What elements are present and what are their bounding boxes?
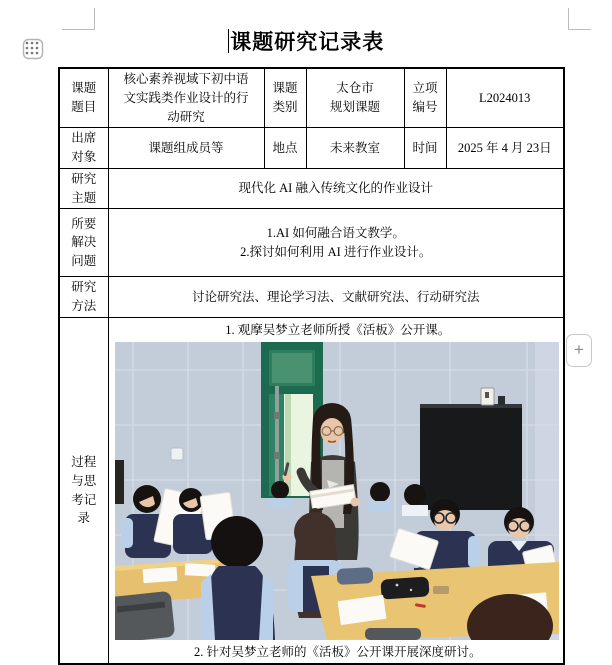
cell-location-label[interactable]: 地点 (264, 128, 306, 169)
cell-topic-category-label[interactable]: 课题类别 (264, 68, 306, 128)
insert-content-button[interactable]: + (566, 334, 592, 367)
cell-attendees-label[interactable]: 出席对象 (59, 128, 108, 169)
cell-process-label[interactable]: 过程与思考记录 (59, 317, 108, 664)
process-item-1: 1. 观摩吴梦立老师所授《活板》公开课。 (225, 322, 451, 337)
cell-process-content[interactable] (108, 317, 564, 664)
cell-methods-label[interactable]: 研究方法 (59, 277, 108, 318)
table-row (59, 128, 564, 169)
cell-methods-value[interactable]: 讨论研究法、理论学习法、文献研究法、行动研究法 (108, 277, 564, 318)
cell-problems-label[interactable]: 所要解决问题 (59, 209, 108, 277)
cell-project-number-label[interactable]: 立项编号 (404, 68, 446, 128)
research-record-table (58, 67, 565, 665)
cell-time-value[interactable]: 2025 年 4 月 23日 (446, 128, 564, 169)
cell-attendees-value[interactable]: 课题组成员等 (108, 128, 264, 169)
cell-topic-title-label[interactable]: 课题题目 (59, 68, 108, 128)
cell-topic-title-value[interactable]: 核心素养视域下初中语文实践类作业设计的行动研究 (108, 68, 264, 128)
cell-time-label[interactable]: 时间 (404, 128, 446, 169)
table-row (59, 317, 564, 664)
blackboard-corner (115, 460, 124, 504)
cell-research-theme-value[interactable]: 现代化 AI 融入传统文化的作业设计 (108, 168, 564, 209)
classroom-photo[interactable] (114, 342, 562, 640)
page-title-text: 课题研究记录表 (230, 30, 385, 54)
table-row (59, 209, 564, 277)
cell-topic-category-value[interactable]: 太仓市 规划课题 (306, 68, 404, 128)
table-row (59, 168, 564, 209)
cell-problems-value[interactable]: 1.AI 如何融合语文教学。 2.探讨如何利用 AI 进行作业设计。 (108, 209, 564, 277)
cell-research-theme-label[interactable]: 研究主题 (59, 168, 108, 209)
cell-project-number-value[interactable]: L2024013 (446, 68, 564, 128)
process-item-2: 2. 针对吴梦立老师的《活板》公开课开展深度研讨。 (193, 644, 482, 659)
cell-location-value[interactable]: 未来教室 (306, 128, 404, 169)
light-switch (171, 448, 183, 460)
table-row (59, 68, 564, 128)
tv-screen (420, 388, 522, 510)
page-title[interactable] (0, 26, 612, 56)
table-row (59, 277, 564, 318)
